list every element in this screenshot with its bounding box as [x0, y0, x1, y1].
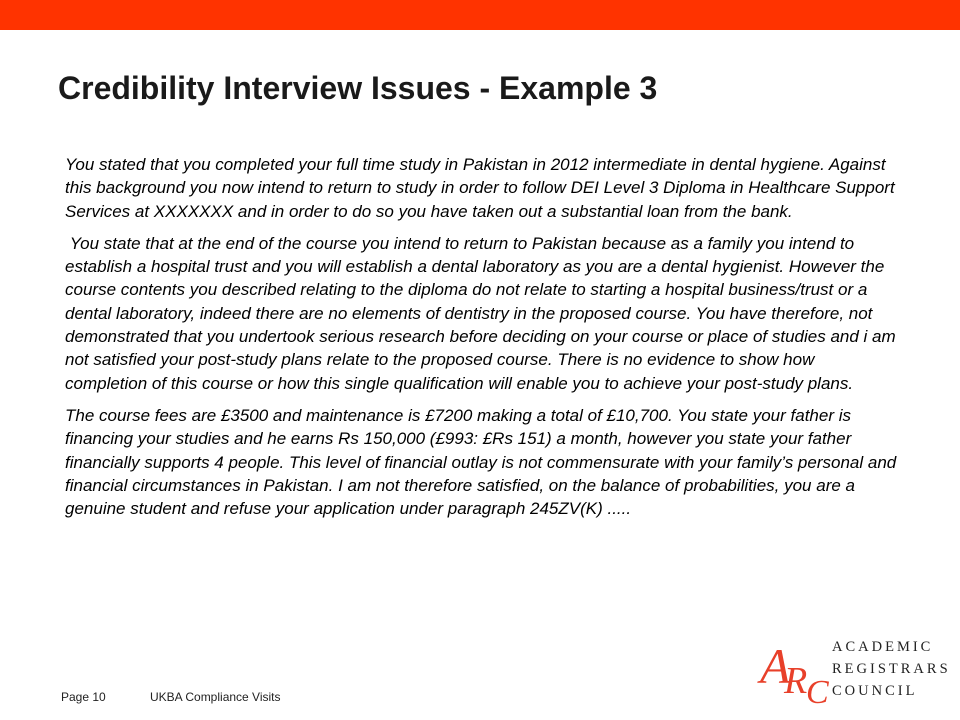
slide-title: Credibility Interview Issues - Example 3: [58, 70, 658, 106]
header-bar: [0, 0, 960, 30]
arc-logo-mark: [758, 633, 829, 711]
arc-logo: [758, 633, 960, 711]
logo-letter-a: A: [760, 638, 791, 694]
body-text: [65, 153, 900, 529]
paragraph-2: You state that at the end of the course you intend to return to Pakistan because as a family you intend to establish a hospital trust and you will establish a dental laboratory as you are a dental hygienist. However the course contents you described relating to the diploma do not relate to starting a hospital business/trust or a dental laboratory, indeed there are no elements of dentistry in the proposed course. You have therefore, not demonstrated that you undertook serious research before deciding on your course or place of studies and i am not satisfied your post-study plans relate to the proposed course. There is no evidence to show how completion of this course or how this single qualification will enable you to achieve your post-study plans.: [65, 233, 901, 393]
logo-word-council: COUNCIL: [832, 683, 918, 699]
paragraph-1: You stated that you completed your full time study in Pakistan in 2012 intermediate in dental hygiene. Against this background you now intend to return to study in order to follow DEI Level 3 Diploma in Healthcare Support Services at XXXXXXX and in order to do so you have taken out a substantial loan from the bank.: [65, 155, 895, 221]
logo-word-registrars: REGISTRARS: [832, 661, 951, 677]
page-number: Page 10: [61, 690, 106, 704]
paragraph-3: The course fees are £3500 and maintenance is £7200 making a total of £10,700. You state your father is financing your studies and he earns Rs 150,000 (£993: £Rs 151) a month, however you state your father financially supports 4 people. This level of financial outlay is not commensurate with your family’s personal and financial circumstances in Pakistan. I am not therefore satisfied, on the balance of probabilities, you are a genuine student and refuse your application under paragraph 245ZV(K) .....: [65, 405, 897, 519]
logo-word-academic: ACADEMIC: [832, 639, 934, 655]
logo-letter-r: R: [784, 660, 808, 702]
arc-logo-words: [832, 636, 960, 702]
footer-label: UKBA Compliance Visits: [150, 690, 281, 704]
logo-letter-c: C: [806, 674, 829, 711]
